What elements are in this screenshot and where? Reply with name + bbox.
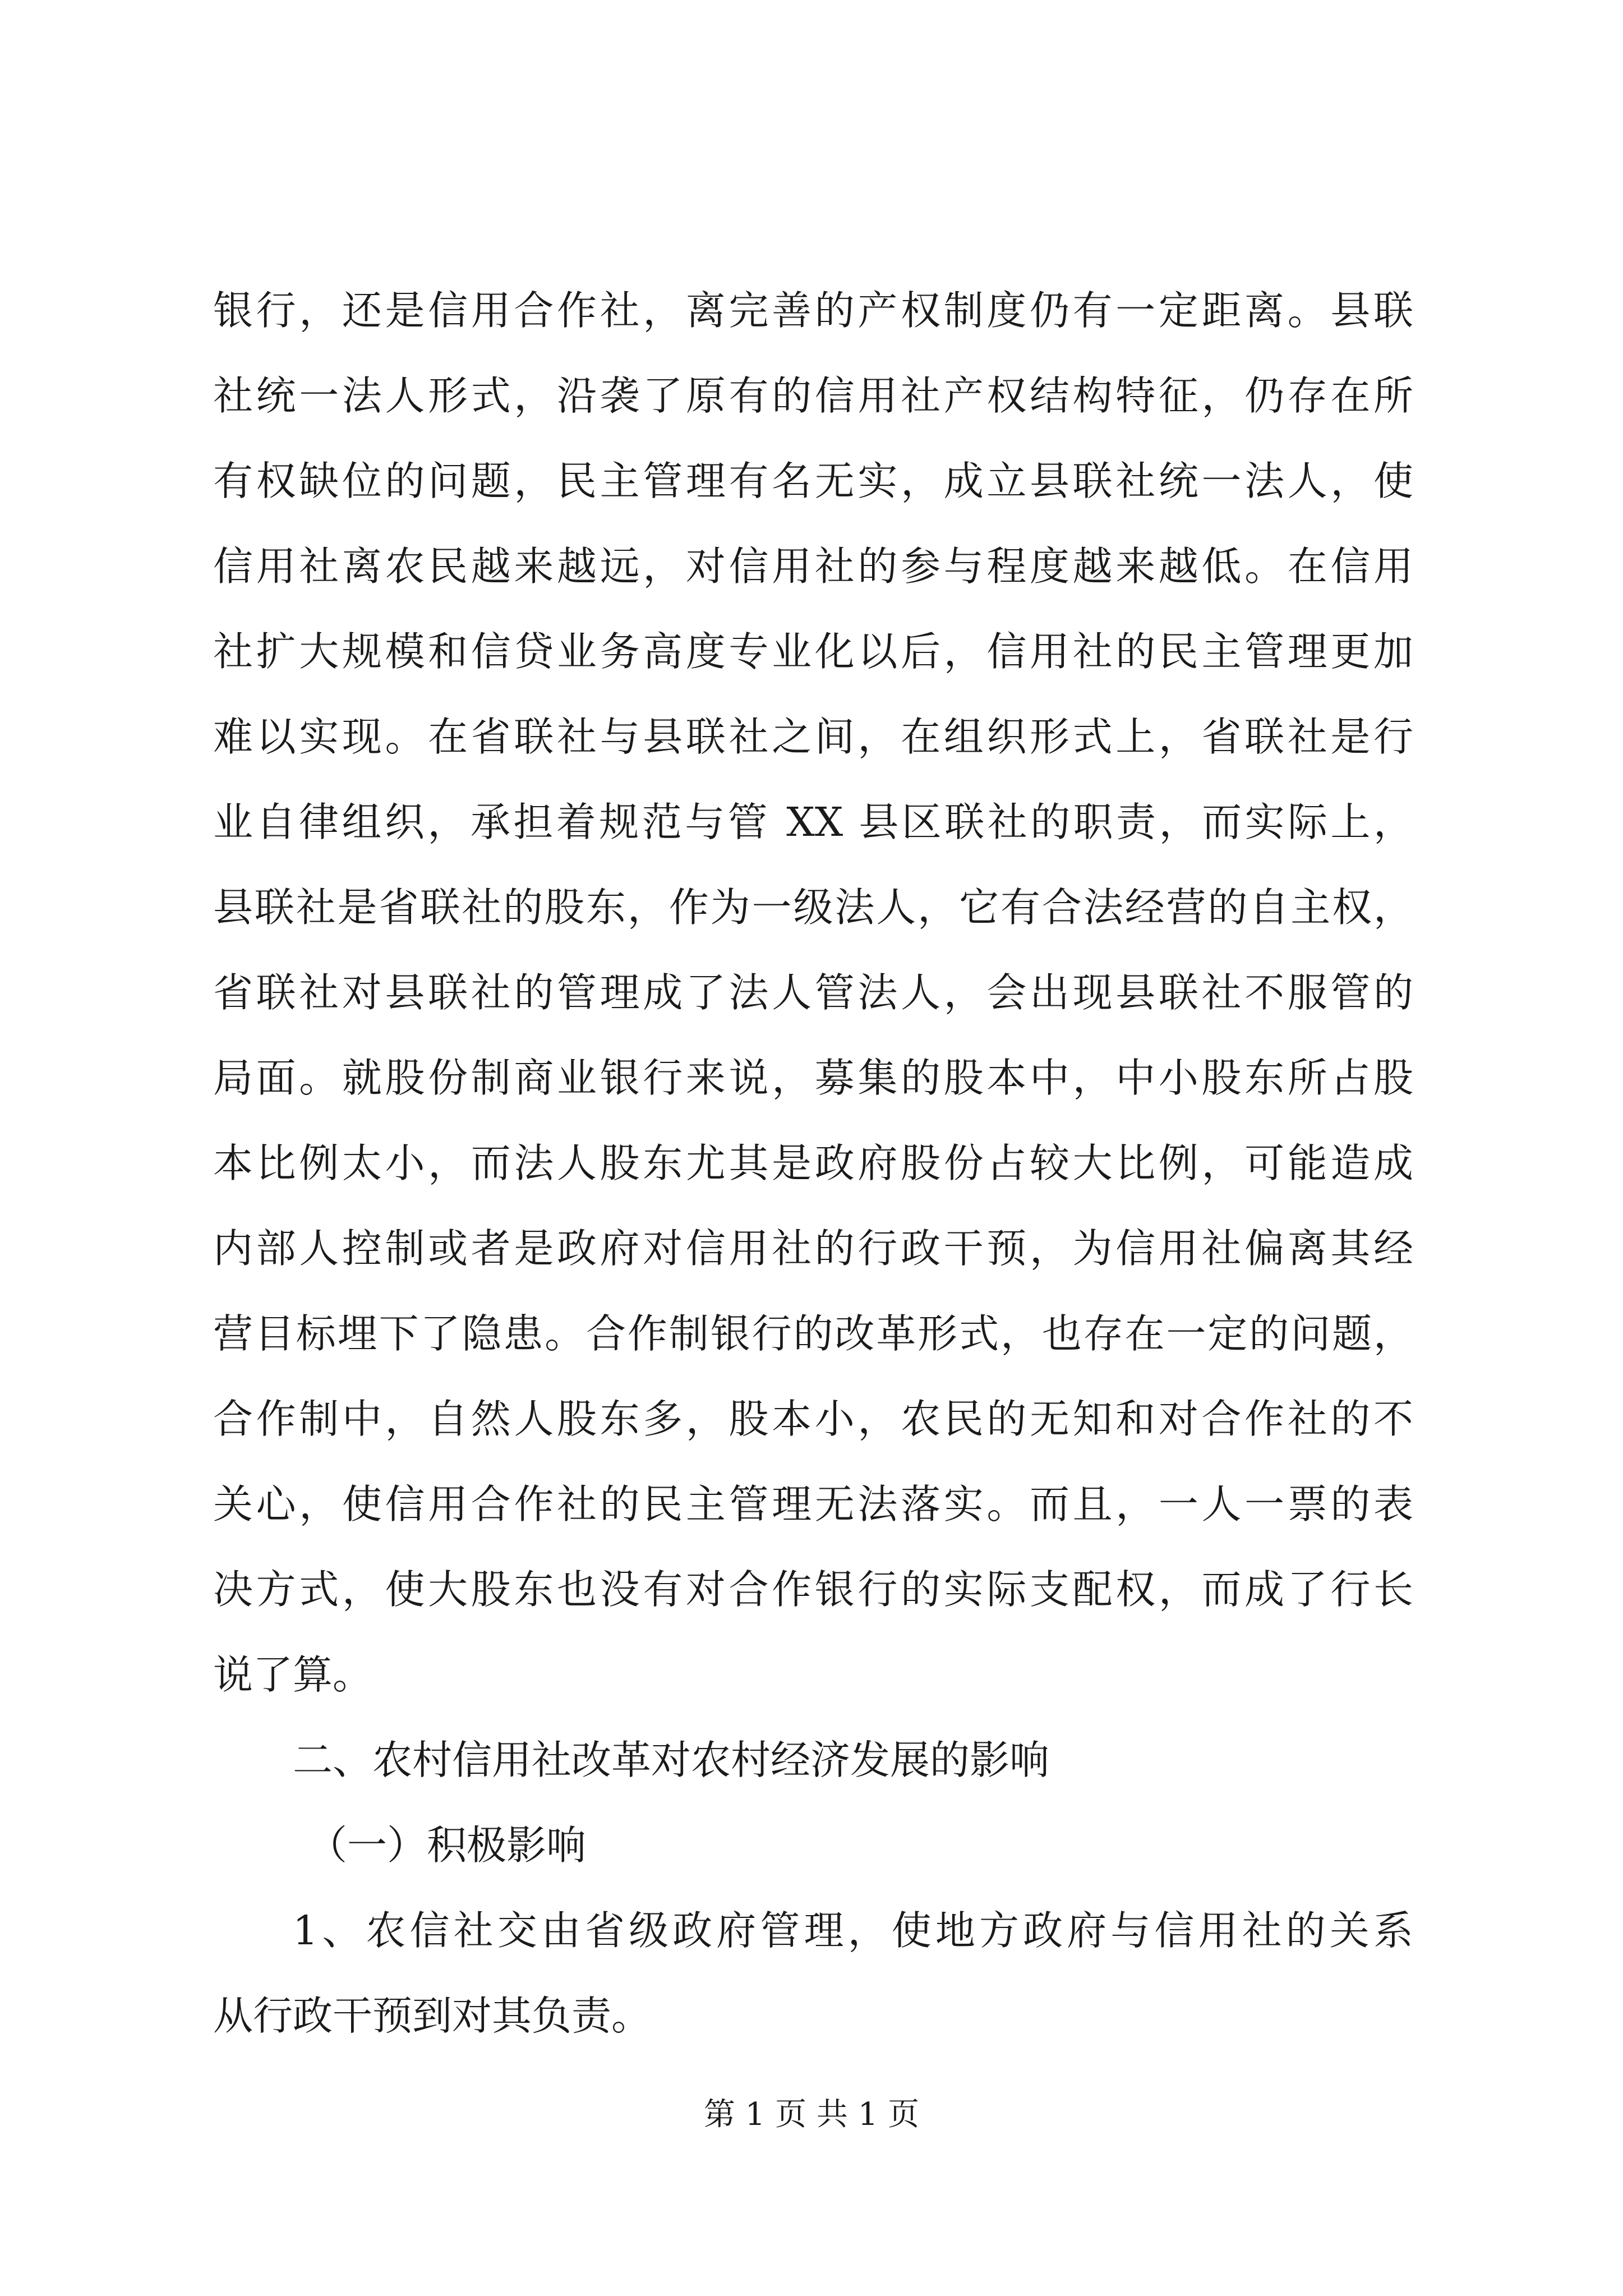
document-body (213, 268, 1413, 2059)
text-line: 营目标埋下了隐患。合作制银行的改革形式，也存在一定的问题， (213, 1310, 1413, 1357)
page-footer (0, 2095, 1623, 2134)
text-line: 有权缺位的问题，民主管理有名无实，成立县联社统一法人，使 (213, 458, 1413, 504)
page-number: 第 1 页 共 1 页 (703, 2096, 920, 2133)
text-line: 难以实现。在省联社与县联社之间，在组织形式上，省联社是行 (213, 714, 1413, 760)
text-line: 本比例太小，而法人股东尤其是政府股份占较大比例，可能造成 (213, 1140, 1413, 1186)
text-line: 内部人控制或者是政府对信用社的行政干预，为信用社偏离其经 (213, 1225, 1413, 1272)
text-line: 县联社是省联社的股东，作为一级法人，它有合法经营的自主权， (213, 884, 1413, 931)
text-line: 关心，使信用合作社的民主管理无法落实。而且，一人一票的表 (213, 1481, 1413, 1527)
text-line: 社扩大规模和信贷业务高度专业化以后，信用社的民主管理更加 (213, 628, 1413, 675)
text-line: 决方式，使大股东也没有对合作银行的实际支配权，而成了行长 (213, 1566, 1413, 1613)
text-line: 从行政干预到对其负责。 (213, 1993, 652, 2039)
text-line: 银行，还是信用合作社，离完善的产权制度仍有一定距离。县联 (213, 287, 1413, 334)
list-item (213, 1888, 1413, 2059)
paragraph (213, 268, 1413, 1718)
text-line: 说了算。 (213, 1651, 373, 1698)
text-line: 省联社对县联社的管理成了法人管法人，会出现县联社不服管的 (213, 969, 1413, 1016)
text-line: 合作制中，自然人股东多，股本小，农民的无知和对合作社的不 (213, 1396, 1413, 1442)
section-heading: 二、农村信用社改革对农村经济发展的影响 (293, 1737, 1050, 1783)
text-line: 局面。就股份制商业银行来说，募集的股本中，中小股东所占股 (213, 1055, 1413, 1101)
text-line: 业自律组织，承担着规范与管 XX 县区联社的职责，而实际上， (213, 799, 1413, 845)
text-line: 1、农信社交由省级政府管理，使地方政府与信用社的关系 (293, 1907, 1413, 1954)
subsection-heading: （一）积极影响 (307, 1822, 587, 1869)
text-line: 社统一法人形式，沿袭了原有的信用社产权结构特征，仍存在所 (213, 372, 1413, 419)
text-line: 信用社离农民越来越远，对信用社的参与程度越来越低。在信用 (213, 543, 1413, 590)
